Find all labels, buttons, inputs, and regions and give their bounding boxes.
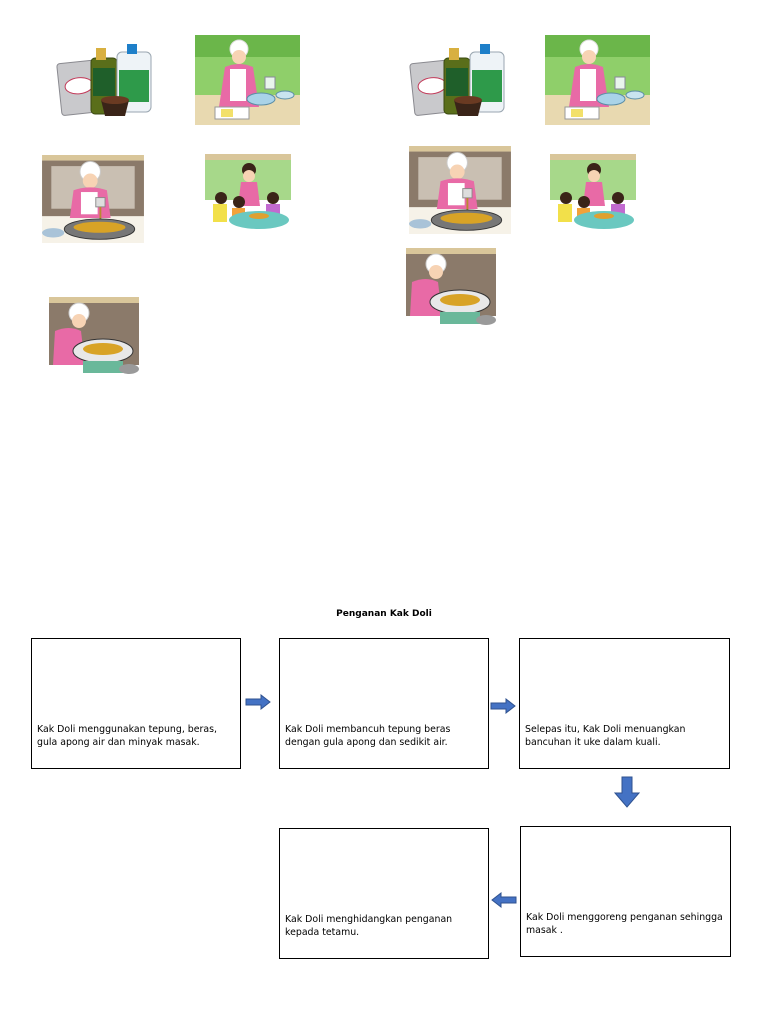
step-text: Kak Doli menghidangkan penganan kepada tetamu.	[285, 914, 453, 938]
mixing-image	[195, 35, 300, 125]
ingredients-image	[55, 40, 160, 120]
arrow-right-icon	[490, 698, 516, 714]
arrow-left-icon	[491, 891, 517, 909]
step-box-1	[31, 638, 241, 769]
frying-image	[405, 248, 497, 328]
step-text: Kak Doli menggunakan tepung, beras, gula apong air dan minyak masak.	[37, 724, 217, 748]
step-text: Kak Doli menggoreng penganan sehingga masak .	[526, 912, 723, 936]
arrow-right-icon	[245, 694, 271, 710]
step-box-4	[520, 826, 731, 957]
pouring-image	[405, 146, 515, 234]
serving-image	[550, 153, 636, 235]
arrow-down-icon	[614, 776, 640, 808]
step-box-3	[519, 638, 730, 769]
frying-image	[48, 297, 140, 377]
worksheet-title: Penganan Kak Doli	[336, 609, 432, 619]
step-box-2	[279, 638, 489, 769]
serving-image	[205, 153, 291, 235]
mixing-image	[545, 35, 650, 125]
ingredients-image	[408, 40, 513, 120]
step-box-5	[279, 828, 489, 959]
step-text: Selepas itu, Kak Doli menuangkan bancuhan it uke dalam kuali.	[525, 724, 686, 748]
pouring-image	[38, 155, 148, 243]
step-text: Kak Doli membancuh tepung beras dengan gula apong dan sedikit air.	[285, 724, 451, 748]
